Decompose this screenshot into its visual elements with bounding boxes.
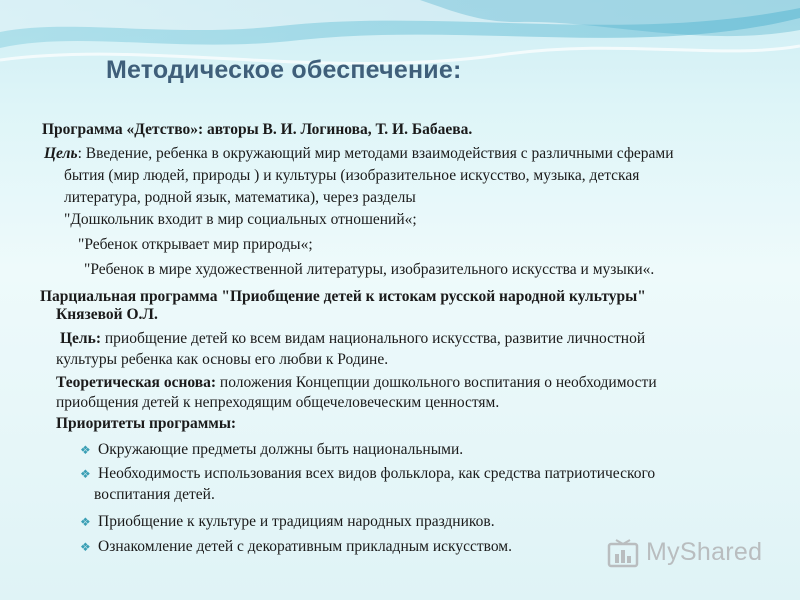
program2-title-line-2: Князевой О.Л.: [56, 306, 158, 323]
program2-basis-line-2: приобщения детей к непреходящим общечеловеческим ценностям.: [56, 394, 500, 411]
program2-title-line-1: Парциальная программа "Приобщение детей к истокам русской народной культуры": [40, 288, 646, 305]
program1-section-1: "Дошкольник входит в мир социальных отношений«;: [64, 211, 417, 228]
program2-basis-label: Теоретическая основа:: [56, 374, 217, 391]
program2-goal-line-2: культуры ребенка как основы его любви к Родине.: [56, 351, 389, 368]
program1-goal-line-2: бытия (мир людей, природы ) и культуры (изобразительное искусство, музыка, детская: [64, 167, 640, 184]
diamond-bullet-icon: ❖: [80, 540, 91, 554]
slide-title: Методическое обеспечение:: [106, 56, 462, 84]
program2-goal-line-1: [60, 330, 645, 348]
priority-item-2-line-2: воспитания детей.: [94, 486, 215, 503]
program1-header: [42, 121, 472, 139]
priority-item-4: Ознакомление детей с декоративным прикладным искусством.: [98, 538, 512, 555]
diamond-bullet-icon: ❖: [80, 515, 91, 529]
program1-section-3: "Ребенок в мире художественной литературы, изобразительного искусства и музыки«.: [84, 261, 655, 278]
watermark-text: MyShared: [646, 538, 763, 566]
program2-basis-text-1: положения Концепции дошкольного воспитания о необходимости: [216, 374, 657, 391]
program1-authors: В. И. Логинова, Т. И. Бабаева.: [262, 121, 473, 138]
program1-goal-text-1: : Введение, ребенка в окружающий мир методами взаимодействия с различными сферами: [77, 145, 674, 162]
diamond-bullet-icon: ❖: [80, 467, 91, 481]
program1-goal-line-1: [44, 145, 674, 163]
program2-basis-line-1: [56, 374, 657, 392]
program2-goal-label: Цель:: [60, 330, 101, 347]
diamond-bullet-icon: ❖: [80, 443, 91, 457]
priority-item-2-line-1: Необходимость использования всех видов фольклора, как средства патриотического: [98, 465, 656, 482]
program1-goal-label: Цель: [44, 145, 78, 162]
program1-goal-line-3: литература, родной язык, математика), через разделы: [64, 189, 416, 206]
program1-section-2: "Ребенок открывает мир природы«;: [78, 236, 313, 253]
program1-label: Программа «Детство»: авторы: [42, 121, 259, 138]
program2-goal-text-1: приобщение детей ко всем видам национального искусства, развитие личностной: [101, 330, 646, 347]
program2-priorities-label: Приоритеты программы:: [56, 415, 237, 432]
priority-item-3: Приобщение к культуре и традициям народных праздников.: [98, 513, 495, 530]
priority-item-1: Окружающие предметы должны быть национальными.: [98, 441, 464, 458]
